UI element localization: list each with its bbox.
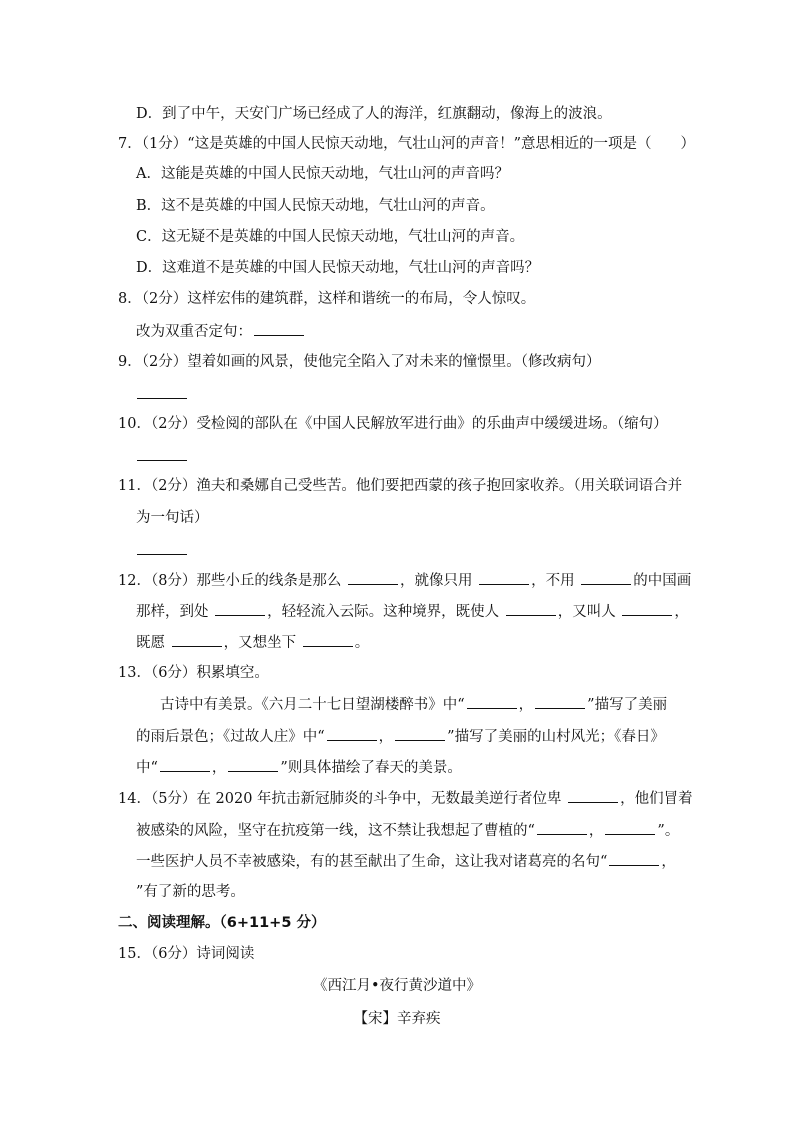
q12-text: 那样，到处 xyxy=(136,604,209,620)
q7-option-d: D．这难道不是英雄的中国人民惊天动地，气壮山河的声音吗？ xyxy=(136,260,540,276)
q12-blank-6[interactable] xyxy=(622,601,672,616)
q11-stem-line1: 11．（2分）渔夫和桑娜自己受些苦。他们要把西蒙的孩子抱回家收养。（用关联词语合并 xyxy=(118,478,683,494)
q7-stem: 7．（1分）“这是英雄的中国人民惊天动地，气壮山河的声音！”意思相近的一项是（ ） xyxy=(118,136,696,152)
q14-text: ， xyxy=(588,823,604,839)
poem-title: 《西江月•夜行黄沙道中》 xyxy=(312,978,482,994)
q12-blank-8[interactable] xyxy=(303,632,353,647)
q12-text: 的中国画 xyxy=(633,573,692,589)
q8-instruction-row xyxy=(136,321,696,342)
q12-text: ，就像只用 xyxy=(400,573,473,589)
q12-text: ，又想坐下 xyxy=(223,635,297,651)
section2-title: 二、阅读理解。（6+11+5 分） xyxy=(118,915,326,931)
q14-line2 xyxy=(136,820,696,841)
q11-stem-line2: 为一句话） xyxy=(136,510,209,526)
q14-text: ”。 xyxy=(657,823,680,839)
q12-text: ，不用 xyxy=(531,573,575,589)
q9-stem: 9．（2分）望着如画的风景，使他完全陷入了对未来的憧憬里。（修改病句） xyxy=(118,354,601,370)
q10-stem: 10．（2分）受检阅的部队在《中国人民解放军进行曲》的乐曲声中缓缓进场。（缩句） xyxy=(118,416,668,432)
q12-blank-5[interactable] xyxy=(506,601,556,616)
q13-line1 xyxy=(160,694,720,715)
q12-line2 xyxy=(136,601,696,622)
q14-line4: ”有了新的思考。 xyxy=(136,884,245,900)
q14-text: 14．（5分）在 2020 年抗击新冠肺炎的斗争中，无数最美逆行者位卑 xyxy=(118,791,562,807)
q10-answer-blank[interactable] xyxy=(137,460,187,461)
q12-blank-7[interactable] xyxy=(172,632,222,647)
q13-blank-4[interactable] xyxy=(395,726,445,741)
q15-stem: 15．（6分）诗词阅读 xyxy=(118,946,255,962)
q13-blank-2[interactable] xyxy=(535,694,585,709)
q12-text: ，轻轻流入云际。这种境界，既使人 xyxy=(267,604,500,620)
q12-text: 12．（8分）那些小丘的线条是那么 xyxy=(118,573,342,589)
q13-line2 xyxy=(136,726,696,747)
q8-answer-blank[interactable] xyxy=(254,321,304,336)
q14-blank-2[interactable] xyxy=(537,820,587,835)
q14-blank-3[interactable] xyxy=(605,820,655,835)
q13-blank-6[interactable] xyxy=(228,757,278,772)
q12-text: 既愿 xyxy=(136,635,165,651)
q13-text: ”描写了美丽 xyxy=(587,697,668,713)
q13-text: ”则具体描绘了春天的美景。 xyxy=(280,760,462,776)
q13-blank-1[interactable] xyxy=(467,694,517,709)
q12-blank-2[interactable] xyxy=(479,570,529,585)
poem-author: 【宋】辛弃疾 xyxy=(353,1011,441,1027)
q14-line1 xyxy=(118,788,693,809)
q14-text: 一些医护人员不幸被感染，有的甚至献出了生命，这让我对诸葛亮的名句“ xyxy=(136,854,608,870)
q13-line3 xyxy=(136,757,696,778)
q13-stem: 13．（6分）积累填空。 xyxy=(118,665,269,681)
q13-text: ， xyxy=(378,729,394,745)
q14-line3 xyxy=(136,851,696,872)
q11-answer-blank[interactable] xyxy=(137,554,187,555)
q9-answer-blank[interactable] xyxy=(137,398,187,399)
q12-line1 xyxy=(118,570,692,591)
q13-text: ， xyxy=(518,697,534,713)
q7-option-b: B．这不是英雄的中国人民惊天动地，气壮山河的声音。 xyxy=(136,198,495,214)
q12-blank-4[interactable] xyxy=(215,601,265,616)
q12-line3 xyxy=(136,632,696,653)
q14-blank-4[interactable] xyxy=(609,851,659,866)
q13-text: 古诗中有美景。《六月二十七日望湖楼醉书》中“ xyxy=(160,697,465,713)
q12-blank-3[interactable] xyxy=(581,570,631,585)
q13-text: 中“ xyxy=(136,760,158,776)
q7-option-a: A．这能是英雄的中国人民惊天动地，气壮山河的声音吗？ xyxy=(136,166,509,182)
q8-instruction: 改为双重否定句： xyxy=(136,324,252,340)
q13-blank-3[interactable] xyxy=(327,726,377,741)
q12-text: ，又叫人 xyxy=(557,604,616,620)
q13-blank-5[interactable] xyxy=(160,757,210,772)
q14-text: ， xyxy=(661,854,676,870)
q13-text: 的雨后景色；《过故人庄》中“ xyxy=(136,729,325,745)
q8-stem: 8．（2分）这样宏伟的建筑群，这样和谐统一的布局，令人惊叹。 xyxy=(118,291,536,307)
q13-text: ”描写了美丽的山村风光；《春日》 xyxy=(447,729,665,745)
q12-blank-1[interactable] xyxy=(348,570,398,585)
q12-text: ， xyxy=(674,604,689,620)
q6-option-d: D．到了中午，天安门广场已经成了人的海洋，红旗翻动，像海上的波浪。 xyxy=(136,106,612,122)
q12-text: 。 xyxy=(354,635,370,651)
q14-text: ，他们冒着 xyxy=(620,791,693,807)
q13-text: ， xyxy=(211,760,227,776)
q14-text: 被感染的风险，坚守在抗疫第一线，这不禁让我想起了曹植的“ xyxy=(136,823,535,839)
q14-blank-1[interactable] xyxy=(568,788,618,803)
q7-option-c: C．这无疑不是英雄的中国人民惊天动地，气壮山河的声音。 xyxy=(136,229,525,245)
